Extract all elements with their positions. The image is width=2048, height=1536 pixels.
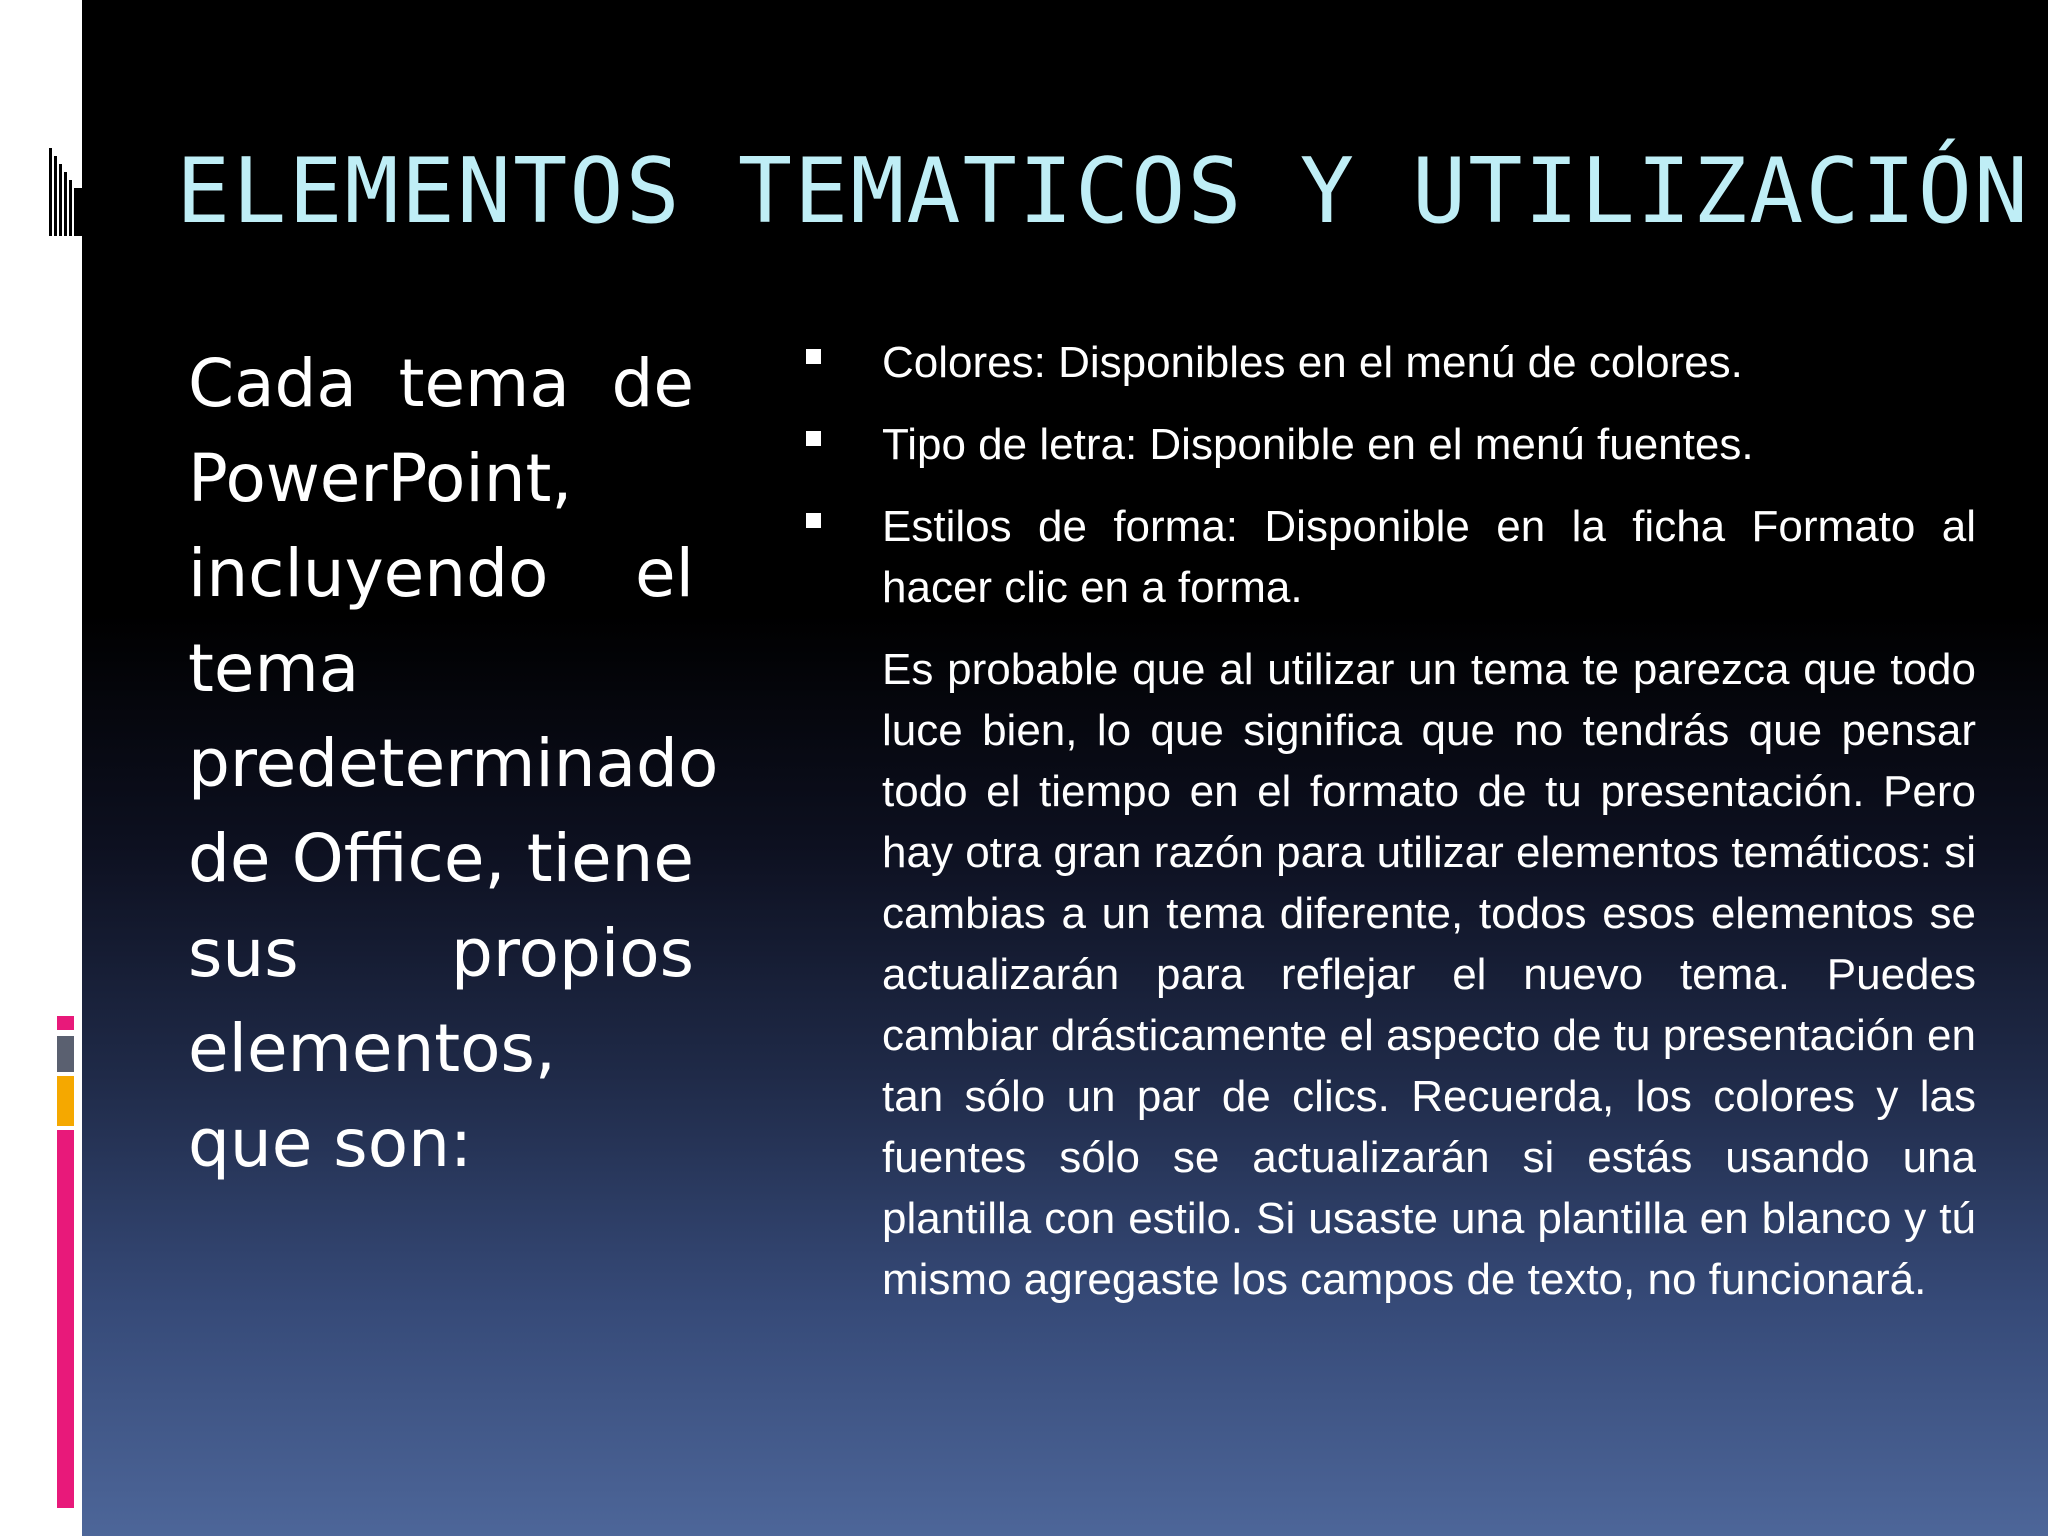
bullet-item <box>800 496 1976 618</box>
decor-stripe <box>74 188 82 236</box>
decor-stripe <box>64 172 67 236</box>
square-bullet-icon <box>806 431 821 446</box>
bullet-item <box>800 332 1976 393</box>
left-body-text: Cada tema de PowerPoint, incluyendo el tema predeterminado de Office, tiene sus propios elementos, que son: <box>188 345 719 1182</box>
bullet-text: Tipo de letra: Disponible en el menú fuentes. <box>882 420 1754 469</box>
square-bullet-icon <box>806 513 821 528</box>
right-body <box>800 332 1976 1310</box>
decor-stripe <box>49 148 52 236</box>
decor-stripe <box>59 164 62 236</box>
square-bullet-icon <box>806 349 821 364</box>
accent-pink-bar <box>57 1130 74 1508</box>
accent-pink-top <box>57 1016 74 1030</box>
decor-stripe <box>54 156 57 236</box>
bullet-item <box>800 414 1976 475</box>
body-paragraph: Es probable que al utilizar un tema te parezca que todo luce bien, lo que significa que no tendrás que pensar todo el tiempo en el formato de tu presentación. Pero hay otra gran razón para utilizar elementos temáticos: si cambias a un tema diferente, todos esos elementos se actualizarán para reflejar el nuevo tema. Puedes cambiar drásticamente el aspecto de tu presentación en tan sólo un par de clics. Recuerda, los colores y las fuentes sólo se actualizarán si estás usando una plantilla con estilo. Si usaste una plantilla en blanco y tú mismo agregaste los campos de texto, no funcionará. <box>882 645 1976 1304</box>
accent-gray <box>57 1036 74 1072</box>
bullet-text: Estilos de forma: Disponible en la ficha Formato al hacer clic en a forma. <box>882 502 1976 612</box>
accent-orange <box>57 1076 74 1126</box>
left-decoration-strip <box>0 0 82 1536</box>
decor-stripe <box>69 180 72 236</box>
slide-title: ELEMENTOS TEMATICOS Y UTILIZACIÓN <box>176 139 2031 244</box>
bullet-text: Colores: Disponibles en el menú de colores. <box>882 338 1743 387</box>
